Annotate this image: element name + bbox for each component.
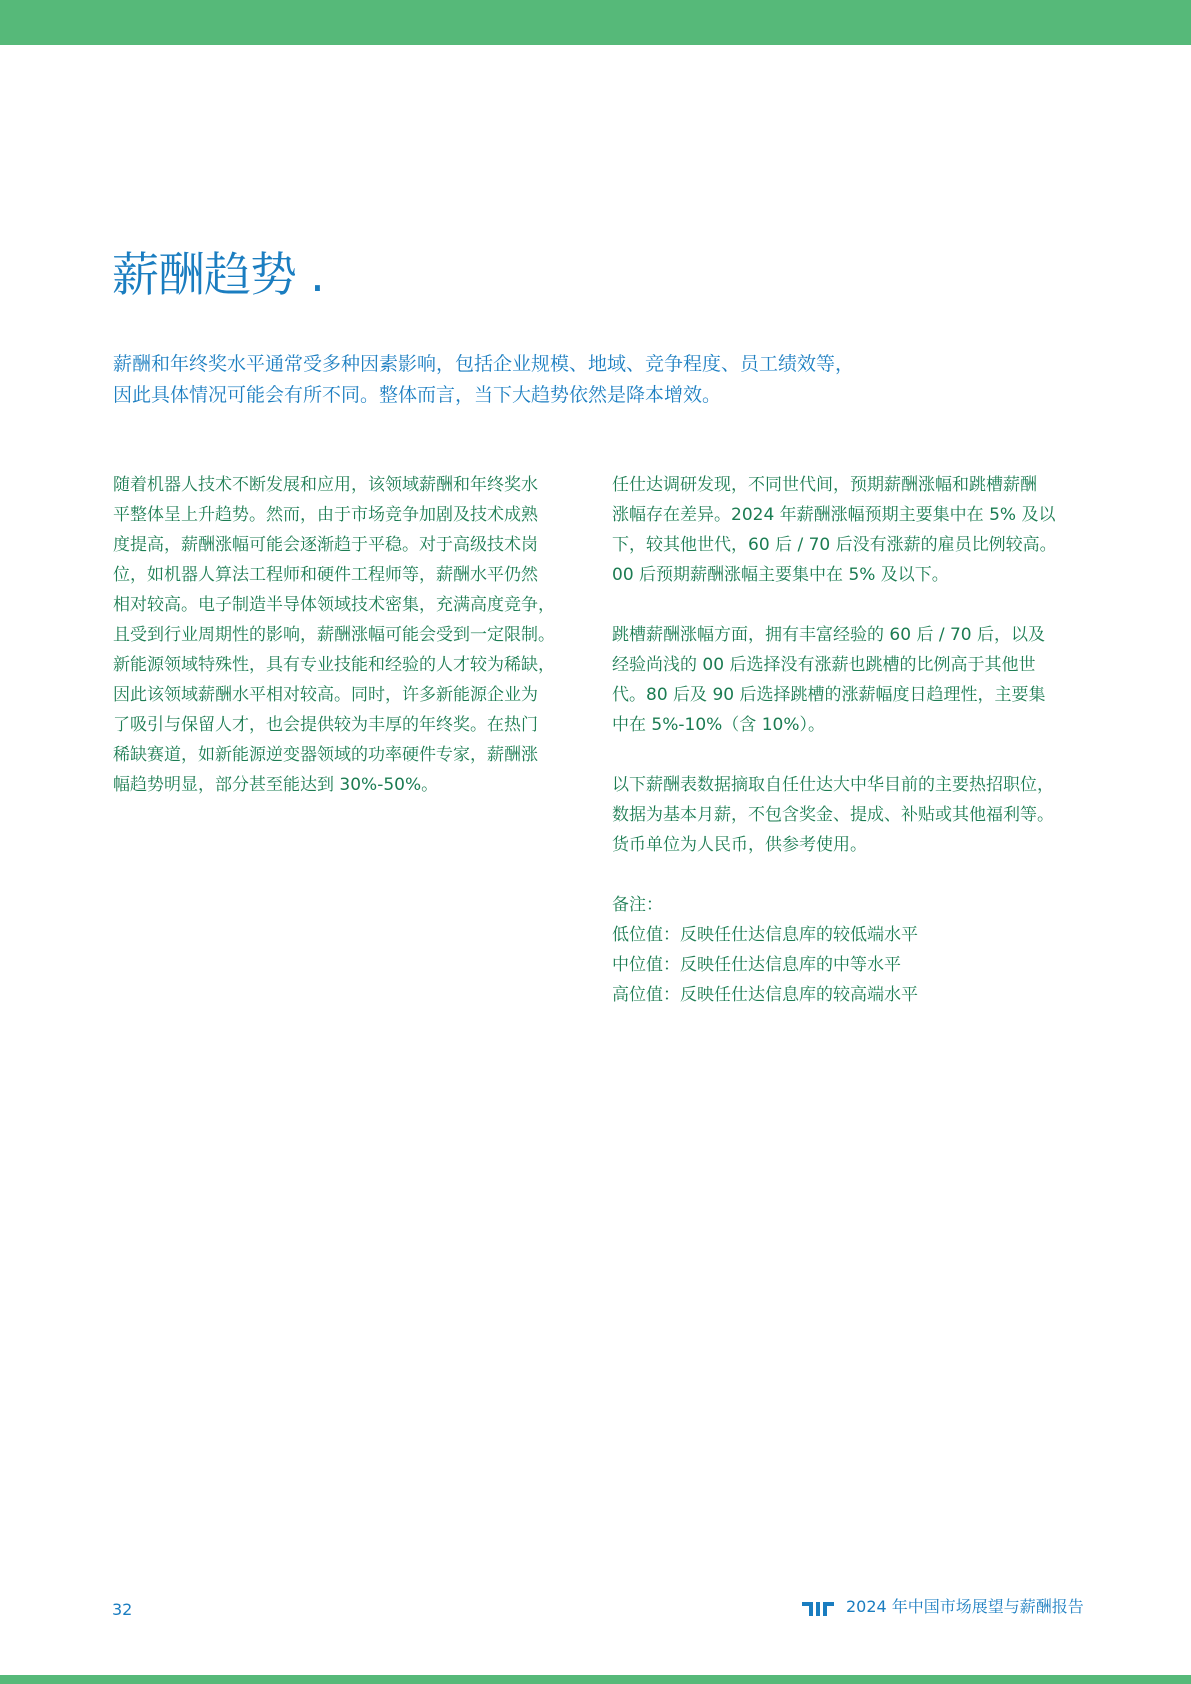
paragraph-gap	[612, 590, 1082, 620]
salary-table-note-paragraph	[612, 770, 1082, 860]
text-line: 经验尚浅的 00 后选择没有涨薪也跳槽的比例高于其他世	[612, 655, 1036, 675]
report-title: 2024 年中国市场展望与薪酬报告	[846, 1597, 1084, 1616]
text-line: 涨幅存在差异。2024 年薪酬涨幅预期主要集中在 5% 及以	[612, 505, 1056, 525]
text-line: 平整体呈上升趋势。然而，由于市场竞争加剧及技术成熟	[113, 505, 538, 525]
top-accent-bar	[0, 0, 1191, 45]
note-median-value: 中位值：反映任仕达信息库的中等水平	[612, 955, 901, 975]
note-high-value: 高位值：反映任仕达信息库的较高端水平	[612, 985, 918, 1005]
text-line: 新能源领域特殊性，具有专业技能和经验的人才较为稀缺，	[113, 655, 555, 675]
job-hopping-paragraph	[612, 620, 1082, 740]
text-line: 以下薪酬表数据摘取自任仕达大中华目前的主要热招职位，	[612, 775, 1054, 795]
text-line: 数据为基本月薪，不包含奖金、提成、补贴或其他福利等。	[612, 805, 1054, 825]
text-line: 中在 5%-10%（含 10%）。	[612, 715, 825, 735]
left-paragraph	[113, 470, 573, 800]
text-line: 幅趋势明显，部分甚至能达到 30%-50%。	[113, 775, 439, 795]
intro-paragraph	[113, 349, 973, 411]
note-low-value: 低位值：反映任仕达信息库的较低端水平	[612, 925, 918, 945]
text-line: 度提高，薪酬涨幅可能会逐渐趋于平稳。对于高级技术岗	[113, 535, 538, 555]
bottom-accent-bar	[0, 1675, 1191, 1684]
page-title: 薪酬趋势 .	[112, 248, 324, 303]
text-line: 代。80 后及 90 后选择跳槽的涨薪幅度日趋理性，主要集	[612, 685, 1046, 705]
text-line: 随着机器人技术不断发展和应用，该领域薪酬和年终奖水	[113, 475, 538, 495]
text-line: 且受到行业周期性的影响，薪酬涨幅可能会受到一定限制。	[113, 625, 555, 645]
text-line: 00 后预期薪酬涨幅主要集中在 5% 及以下。	[612, 565, 949, 585]
text-line: 因此该领域薪酬水平相对较高。同时，许多新能源企业为	[113, 685, 538, 705]
paragraph-gap	[612, 740, 1082, 770]
generation-paragraph	[612, 470, 1082, 590]
text-line: 稀缺赛道，如新能源逆变器领域的功率硬件专家，薪酬涨	[113, 745, 538, 765]
randstad-logo-icon	[800, 1600, 836, 1618]
paragraph-gap	[612, 860, 1082, 890]
left-column	[113, 470, 573, 800]
text-line: 位，如机器人算法工程师和硬件工程师等，薪酬水平仍然	[113, 565, 538, 585]
text-line: 货币单位为人民币，供参考使用。	[612, 835, 867, 855]
right-column	[612, 470, 1082, 1010]
intro-line: 薪酬和年终奖水平通常受多种因素影响，包括企业规模、地域、竞争程度、员工绩效等，	[113, 353, 855, 375]
notes-heading: 备注：	[612, 895, 663, 915]
text-line: 了吸引与保留人才，也会提供较为丰厚的年终奖。在热门	[113, 715, 538, 735]
notes-block	[612, 890, 1082, 1010]
text-line: 任仕达调研发现，不同世代间，预期薪酬涨幅和跳槽薪酬	[612, 475, 1037, 495]
page-number: 32	[112, 1600, 133, 1619]
text-line: 相对较高。电子制造半导体领域技术密集，充满高度竞争，	[113, 595, 555, 615]
text-line: 下，较其他世代，60 后 / 70 后没有涨薪的雇员比例较高。	[612, 535, 1057, 555]
text-line: 跳槽薪酬涨幅方面，拥有丰富经验的 60 后 / 70 后，以及	[612, 625, 1046, 645]
intro-line: 因此具体情况可能会有所不同。整体而言，当下大趋势依然是降本增效。	[113, 384, 722, 406]
